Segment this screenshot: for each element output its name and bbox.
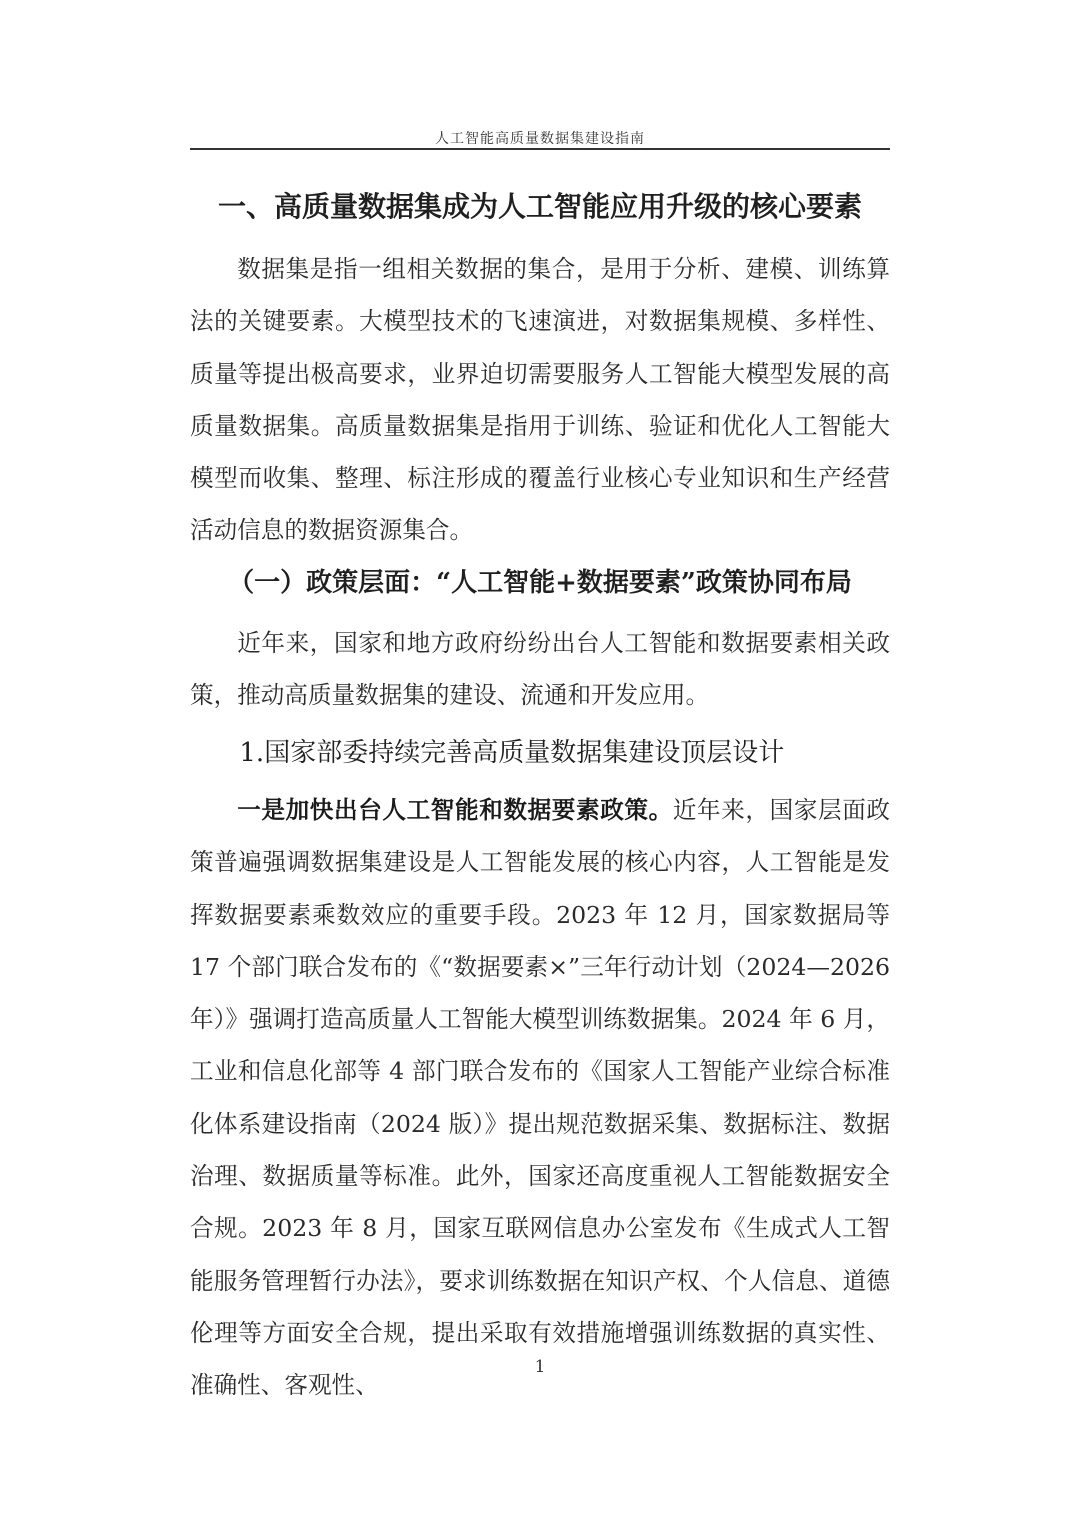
- section-paragraph: 数据集是指一组相关数据的集合，是用于分析、建模、训练算法的关键要素。大模型技术的飞速演进，对数据集规模、多样性、质量等提出极高要求，业界迫切需要服务人工智能大模型发展的高质量数据集。高质量数据集是指用于训练、验证和优化人工智能大模型而收集、整理、标注形成的覆盖行业核心专业知识和生产经营活动信息的数据资源集合。: [190, 255, 890, 545]
- paragraph-body: 近年来，国家层面政策普遍强调数据集建设是人工智能发展的核心内容，人工智能是发挥数据要素乘数效应的重要手段。2023 年 12 月，国家数据局等 17 个部门联合发布的《“数据要素×”三年行动计划（2024—2026 年）》强调打造高质量人工智能大模型训练数据集。2024 年 6 月，工业和信息化部等 4 部门联合发布的《国家人工智能产业综合标准化体系建设指南（2024 版）》提出规范数据采集、数据标注、数据治理、数据质量等标准。此外，国家还高度重视人工智能数据安全合规。2023 年 8 月，国家互联网信息办公室发布《生成式人工智能服务管理暂行办法》，要求训练数据在知识产权、个人信息、道德伦理等方面安全合规，提出采取有效措施增强训练数据的真实性、准确性、客观性、: [190, 796, 891, 1400]
- numbered-heading: 1.国家部委持续完善高质量数据集建设顶层设计: [239, 738, 785, 768]
- section-title: 一、高质量数据集成为人工智能应用升级的核心要素: [217, 190, 862, 223]
- subsection-paragraph: 近年来，国家和地方政府纷纷出台人工智能和数据要素相关政策，推动高质量数据集的建设、流通和开发应用。: [190, 629, 890, 710]
- paragraph-lead-sentence: 一是加快出台人工智能和数据要素政策。: [237, 796, 673, 824]
- header-divider: [190, 148, 890, 150]
- page-number: 1: [534, 1357, 546, 1377]
- policy-paragraph: [190, 784, 891, 1400]
- running-header-title: 人工智能高质量数据集建设指南: [435, 131, 645, 147]
- subsection-title: （一）政策层面：“人工智能+数据要素”政策协同布局: [228, 568, 852, 598]
